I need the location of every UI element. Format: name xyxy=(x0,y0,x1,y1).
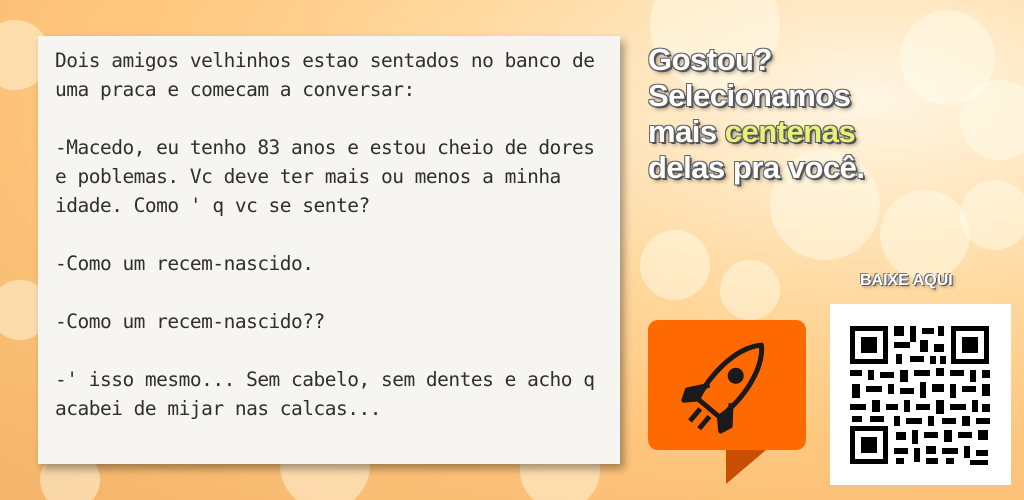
promo-line xyxy=(648,114,968,150)
joke-paragraph: Dois amigos velhinhos estao sentados no banco de uma praca e comecam a conversar: xyxy=(55,49,606,101)
app-badge[interactable] xyxy=(648,320,808,450)
joke-paragraph: -Como um recem-nascido. xyxy=(55,252,314,275)
joke-paragraph: -' isso mesmo... Sem cabelo, sem dentes e acho q acabei de mijar nas calcas... xyxy=(55,368,606,420)
promo-line: Selecionamos xyxy=(648,78,851,113)
promo-headline xyxy=(648,42,968,186)
download-label: BAIXE AQUI xyxy=(860,272,953,289)
qr-code[interactable] xyxy=(830,304,1011,485)
promo-line-prefix: mais xyxy=(648,114,725,149)
joke-paragraph: -Macedo, eu tenho 83 anos e estou cheio de dores e poblemas. Vc deve ter mais ou menos a minha idade. Como ' q vc se sente? xyxy=(55,136,606,217)
promo-highlight: centenas xyxy=(724,114,856,149)
rocket-icon xyxy=(648,320,808,485)
joke-paragraph: -Como um recem-nascido?? xyxy=(55,310,325,333)
promo-line: delas pra você. xyxy=(648,150,865,185)
joke-card xyxy=(38,36,620,464)
joke-text xyxy=(55,46,610,423)
promo-line: Gostou? xyxy=(648,42,772,77)
qr-code-icon xyxy=(830,304,1011,485)
badge-tail xyxy=(726,450,766,484)
